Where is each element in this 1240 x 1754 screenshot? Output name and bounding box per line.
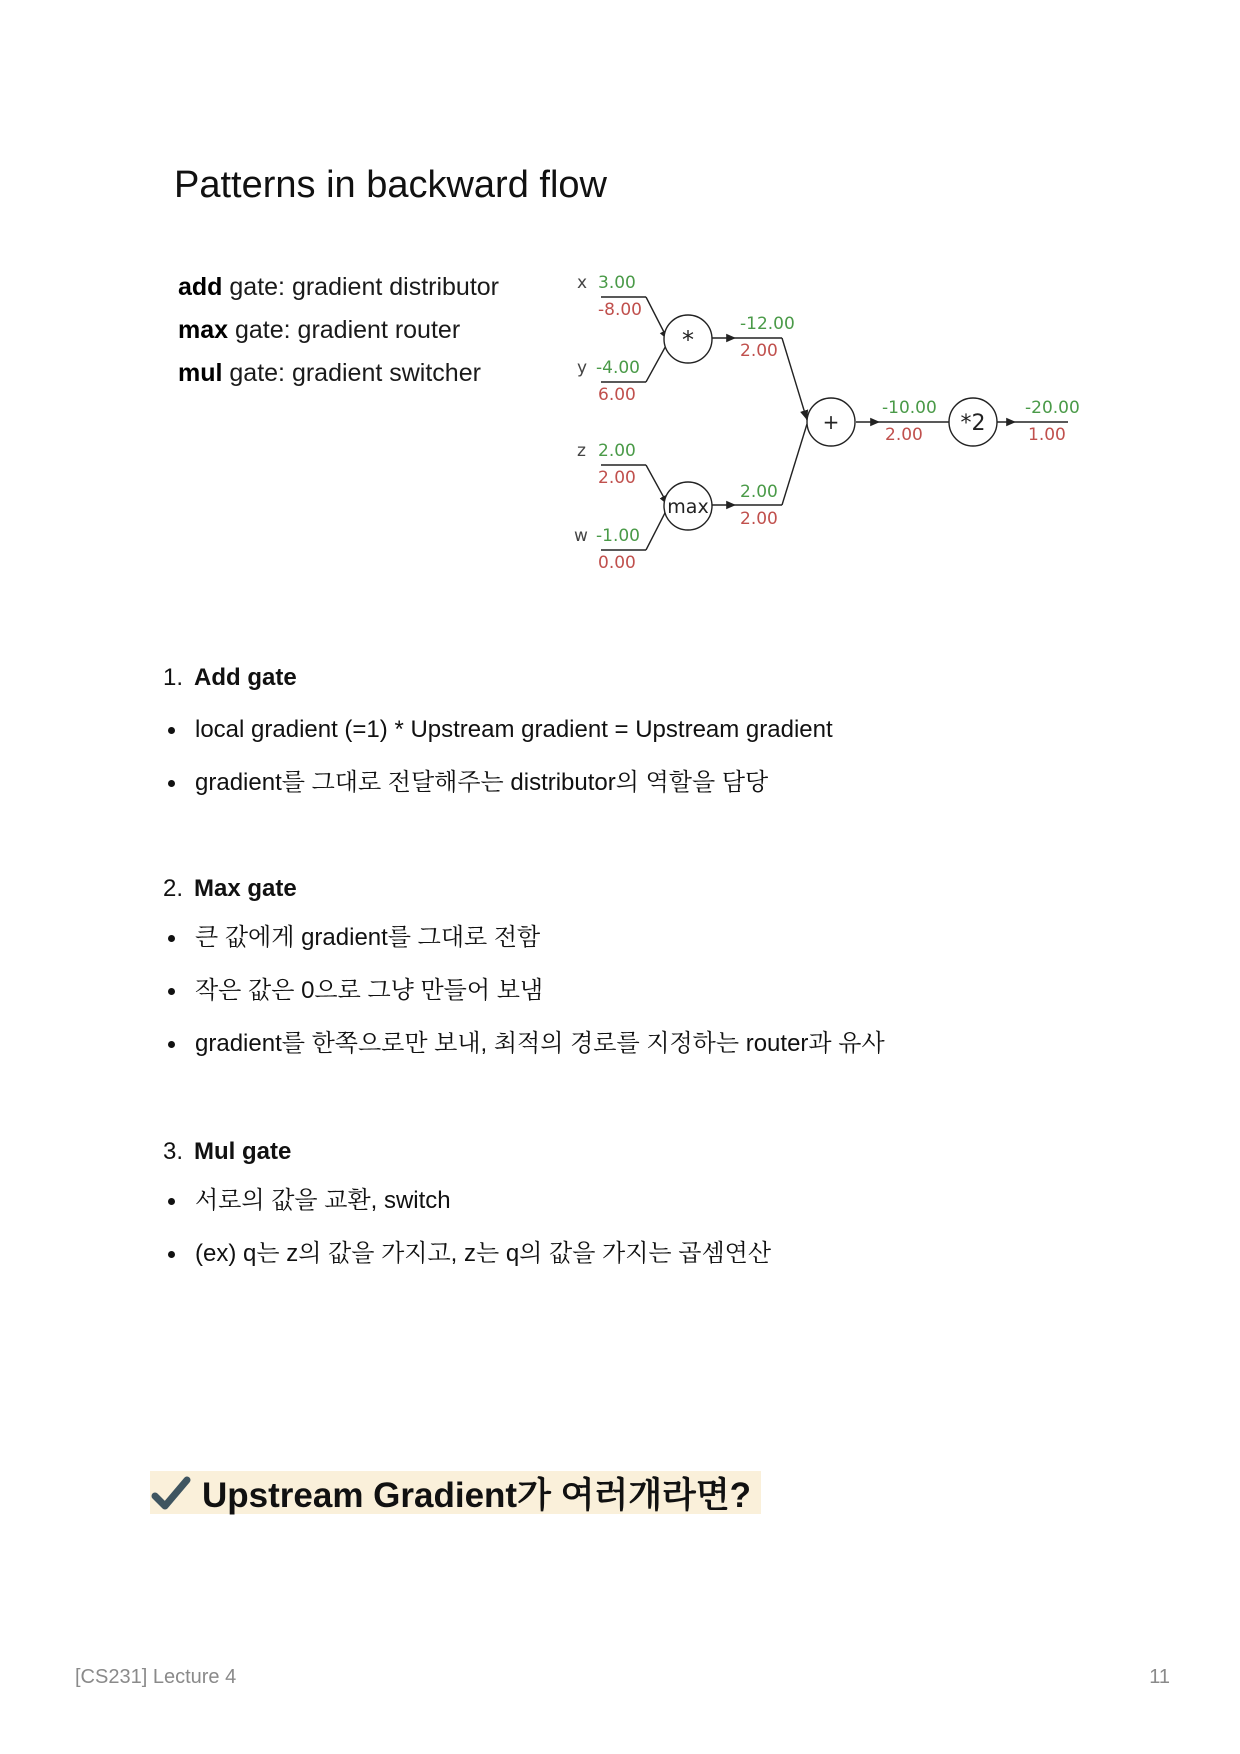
backward-y: 6.00 bbox=[598, 385, 636, 405]
list-item: gradient를 한쪽으로만 보내, 최적의 경로를 지정하는 router과 유사 bbox=[163, 1017, 885, 1070]
list-item: 큰 값에게 gradient를 그대로 전함 bbox=[163, 911, 885, 964]
legend-max bbox=[178, 309, 499, 352]
backward-x: -8.00 bbox=[598, 300, 642, 320]
forward-x: 3.00 bbox=[598, 273, 636, 293]
section-title: Mul gate bbox=[194, 1138, 292, 1165]
mul-node-label: * bbox=[682, 326, 694, 354]
backward-mul-out: 2.00 bbox=[740, 341, 778, 361]
section-title: Add gate bbox=[194, 664, 297, 691]
section-heading bbox=[163, 875, 885, 903]
bullet-list bbox=[163, 703, 833, 809]
section-heading bbox=[163, 1138, 771, 1166]
forward-add-out: -10.00 bbox=[882, 398, 937, 418]
gate-legend bbox=[178, 266, 499, 395]
backward-w: 0.00 bbox=[598, 553, 636, 573]
list-item: gradient를 그대로 전달해주는 distributor의 역할을 담당 bbox=[163, 756, 833, 809]
add-node-label: + bbox=[822, 410, 840, 434]
edge-max-add bbox=[782, 424, 807, 505]
footer-lecture: [CS231] Lecture 4 bbox=[75, 1666, 237, 1688]
list-item: 서로의 값을 교환, switch bbox=[163, 1174, 771, 1227]
list-item: 작은 값은 0으로 그냥 만들어 보냄 bbox=[163, 964, 885, 1017]
backward-max-out: 2.00 bbox=[740, 509, 778, 529]
forward-y: -4.00 bbox=[596, 358, 640, 378]
input-name-y: y bbox=[577, 358, 588, 378]
legend-gate-name: add bbox=[178, 273, 223, 301]
check-mark-icon bbox=[150, 1472, 192, 1514]
legend-desc: gate: gradient router bbox=[228, 316, 461, 344]
input-name-w: w bbox=[574, 526, 588, 546]
max-node-label: max bbox=[667, 496, 709, 518]
legend-gate-name: max bbox=[178, 316, 229, 344]
page-number: 11 bbox=[1149, 1666, 1170, 1688]
legend-desc: gate: gradient distributor bbox=[222, 273, 500, 301]
section-number: 2. bbox=[163, 875, 184, 902]
forward-w: -1.00 bbox=[596, 526, 640, 546]
section-mul-gate bbox=[163, 1138, 771, 1280]
section-number: 3. bbox=[163, 1138, 184, 1165]
section-max-gate bbox=[163, 875, 885, 1070]
list-item: local gradient (=1) * Upstream gradient = Upstream gradient bbox=[163, 703, 833, 756]
bullet-list bbox=[163, 911, 885, 1070]
section-number: 1. bbox=[163, 664, 184, 691]
upstream-gradient-heading bbox=[150, 1471, 761, 1514]
input-name-z: z bbox=[577, 441, 586, 461]
forward-z: 2.00 bbox=[598, 441, 636, 461]
bullet-list bbox=[163, 1174, 771, 1280]
computational-graph bbox=[560, 260, 1100, 580]
edge-y-mul bbox=[646, 342, 668, 382]
legend-mul bbox=[178, 352, 499, 395]
input-name-x: x bbox=[577, 273, 588, 293]
section-title: Max gate bbox=[194, 875, 297, 902]
forward-mul-out: -12.00 bbox=[740, 314, 795, 334]
backward-add-out: 2.00 bbox=[885, 425, 923, 445]
legend-add bbox=[178, 266, 499, 309]
forward-final: -20.00 bbox=[1025, 398, 1080, 418]
section-heading bbox=[163, 664, 833, 692]
forward-max-out: 2.00 bbox=[740, 482, 778, 502]
legend-desc: gate: gradient switcher bbox=[222, 359, 481, 387]
legend-gate-name: mul bbox=[178, 359, 223, 387]
backward-final: 1.00 bbox=[1028, 425, 1066, 445]
list-item: (ex) q는 z의 값을 가지고, z는 q의 값을 가지는 곱셈연산 bbox=[163, 1227, 771, 1280]
page-title: Patterns in backward flow bbox=[174, 164, 607, 206]
edge-mul-add bbox=[782, 338, 807, 420]
heading-text: Upstream Gradient가 여러개라면? bbox=[202, 1475, 752, 1515]
section-add-gate bbox=[163, 664, 833, 809]
backward-z: 2.00 bbox=[598, 468, 636, 488]
times2-node-label: *2 bbox=[960, 411, 986, 436]
